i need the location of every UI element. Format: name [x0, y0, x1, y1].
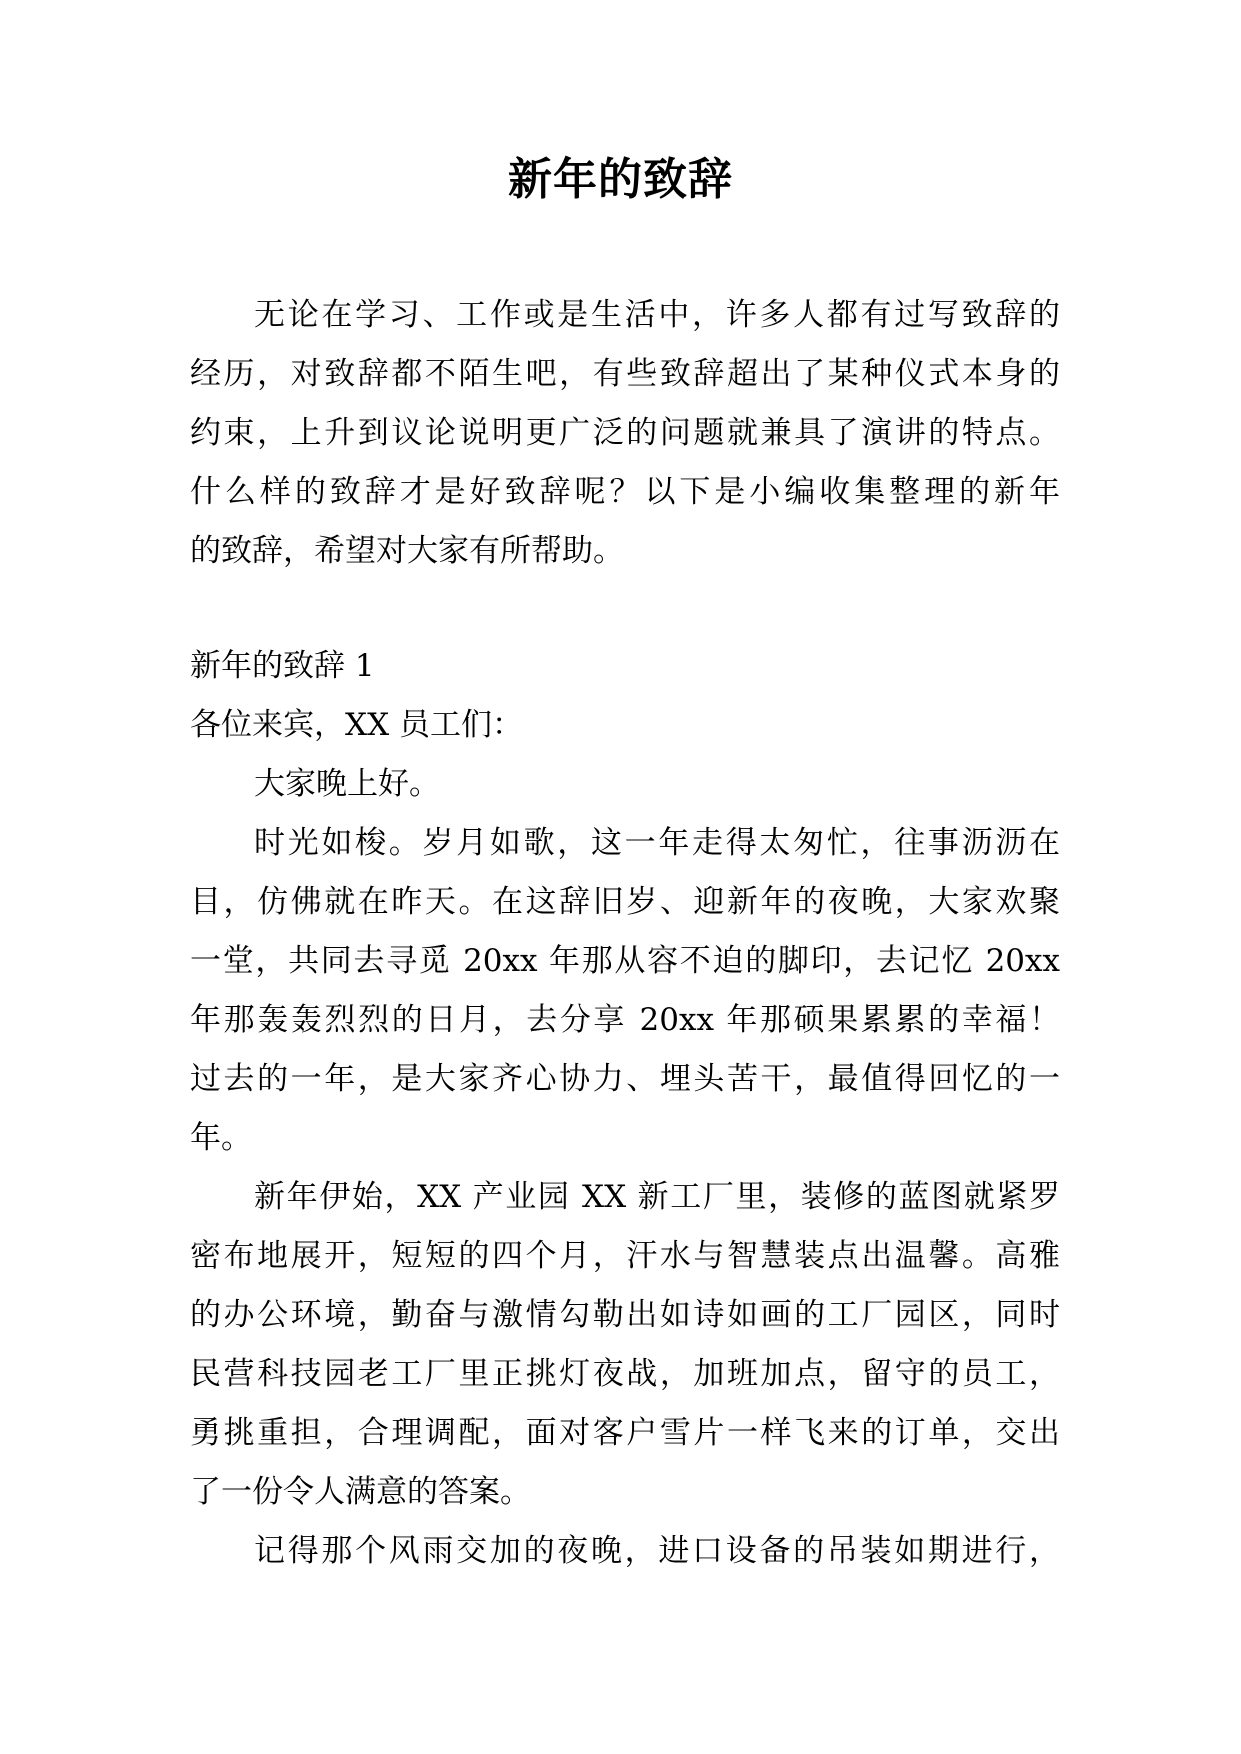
- paragraph-1-line: 年。: [190, 1120, 252, 1156]
- paragraph-2-line: 了一份令人满意的答案。: [190, 1474, 531, 1510]
- greeting: 大家晚上好。: [254, 766, 440, 802]
- paragraph-1-line: 时光如梭。岁月如歌，这一年走得太匆忙，往事沥沥在: [254, 825, 1060, 861]
- intro-line: 约束，上升到议论说明更广泛的问题就兼具了演讲的特点。: [190, 415, 1060, 451]
- paragraph-1-line: 年那轰轰烈烈的日月，去分享 20xx 年那硕果累累的幸福！: [190, 1002, 1060, 1038]
- document-title: 新年的致辞: [508, 154, 733, 205]
- intro-line: 什么样的致辞才是好致辞呢？以下是小编收集整理的新年: [190, 474, 1060, 510]
- paragraph-1-line: 目，仿佛就在昨天。在这辞旧岁、迎新年的夜晚，大家欢聚: [190, 884, 1060, 920]
- section-heading: 新年的致辞 1: [190, 648, 375, 684]
- intro-line: 经历，对致辞都不陌生吧，有些致辞超出了某种仪式本身的: [190, 356, 1060, 392]
- paragraph-1-line: 过去的一年，是大家齐心协力、埋头苦干，最值得回忆的一: [190, 1061, 1060, 1097]
- paragraph-3-line: 记得那个风雨交加的夜晚，进口设备的吊装如期进行，: [254, 1533, 1060, 1569]
- paragraph-2-line: 民营科技园老工厂里正挑灯夜战，加班加点，留守的员工，: [190, 1356, 1060, 1392]
- intro-paragraph: [190, 286, 1060, 581]
- intro-line: 的致辞，希望对大家有所帮助。: [190, 533, 624, 569]
- paragraph-2-line: 勇挑重担，合理调配，面对客户雪片一样飞来的订单，交出: [190, 1415, 1060, 1451]
- paragraph-2-line: 密布地展开，短短的四个月，汗水与智慧装点出温馨。高雅: [190, 1238, 1060, 1274]
- paragraph-1-line: 一堂，共同去寻觅 20xx 年那从容不迫的脚印，去记忆 20xx: [190, 943, 1060, 979]
- paragraph-2-line: 新年伊始，XX 产业园 XX 新工厂里，装修的蓝图就紧罗: [254, 1179, 1060, 1215]
- salutation: 各位来宾，XX 员工们：: [190, 707, 523, 743]
- intro-line: 无论在学习、工作或是生活中，许多人都有过写致辞的: [254, 297, 1060, 333]
- speech-section: [190, 637, 1060, 1581]
- paragraph-2-line: 的办公环境，勤奋与激情勾勒出如诗如画的工厂园区，同时: [190, 1297, 1060, 1333]
